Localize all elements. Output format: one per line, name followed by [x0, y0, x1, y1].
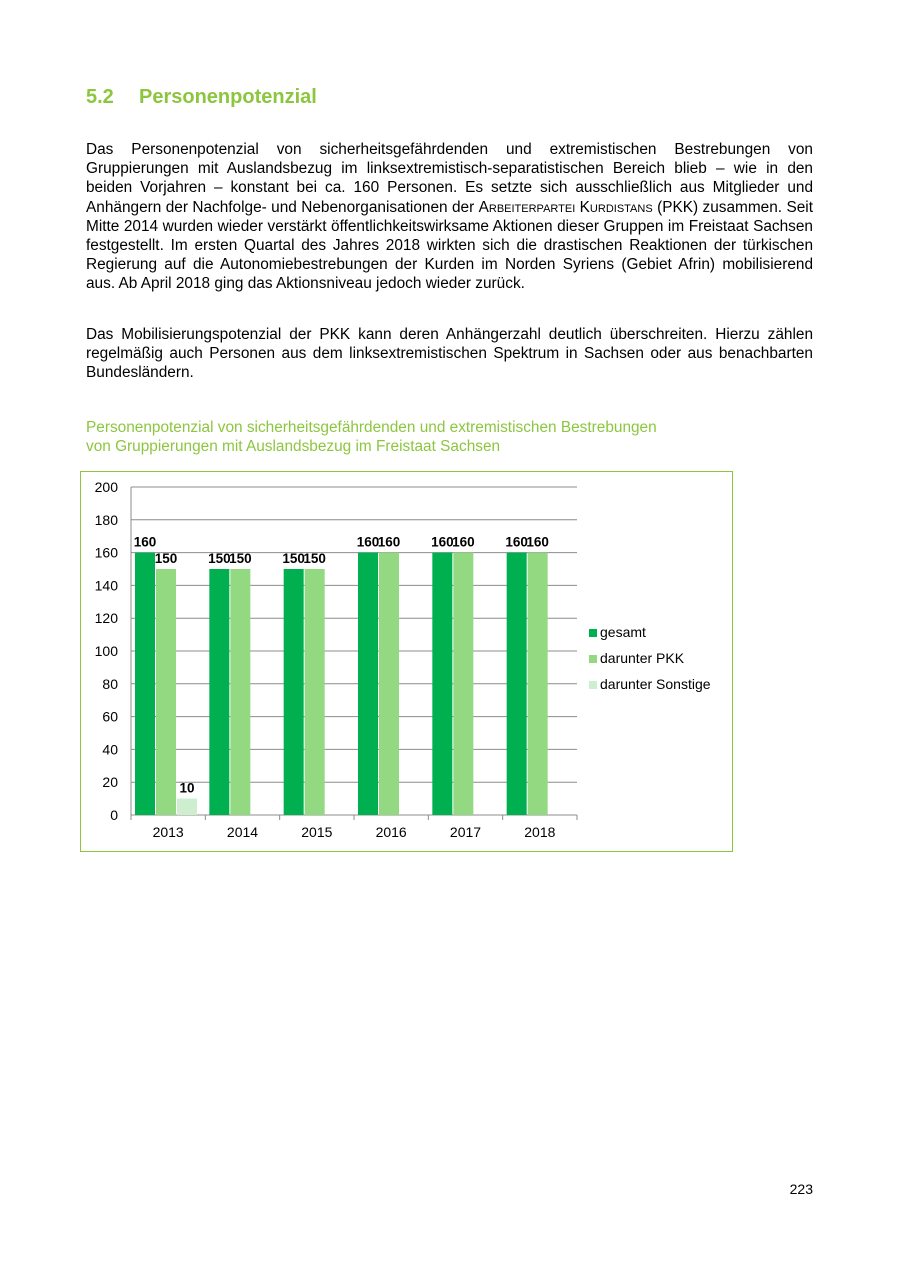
- bar-gesamt-2015: [284, 569, 304, 815]
- chart-frame: [80, 471, 733, 852]
- y-tick-label: 0: [110, 807, 118, 823]
- chart-caption: [86, 418, 657, 456]
- y-tick-label: 180: [94, 511, 118, 528]
- bar-gesamt-2018: [507, 553, 527, 815]
- bar-darunter-PKK-2018: [528, 553, 548, 815]
- paragraph-1-text-b: (PKK) zusammen. Seit Mitte 2014 wurden wieder verstärkt öffentlichkeitswirksame Aktionen dieser Gruppen im Freistaat Sachsen festgestellt. Im ersten Quartal des Jahres 2018 wirkten sich die drastischen Reaktionen der türkischen Regierung auf die Autonomiebestrebungen der Kurden im Norden Syriens (Gebiet Afrin) mobilisierend aus. Ab April 2018 ging das Aktionsniveau jedoch wieder zurück.: [86, 198, 813, 293]
- legend-swatch-gesamt: [589, 629, 597, 637]
- section-heading: [86, 86, 317, 109]
- data-label: 160: [526, 534, 549, 550]
- x-tick-label-2015: 2015: [301, 824, 333, 840]
- y-tick-label: 20: [102, 774, 118, 791]
- section-title: Personenpotenzial: [139, 86, 317, 108]
- section-number: 5.2: [86, 86, 114, 108]
- bar-gesamt-2013: [135, 553, 155, 815]
- bar-darunter-PKK-2013: [156, 569, 176, 815]
- data-label: 10: [179, 780, 195, 796]
- chart-caption-line-1: Personenpotenzial von sicherheitsgefährdenden und extremistischen Bestrebungen: [86, 419, 657, 436]
- legend-label-darunter-PKK: darunter PKK: [600, 650, 685, 666]
- paragraph-1-text-a: Das Personenpotenzial von sicherheitsgefährdenden und extremistischen Bestrebungen von Gruppierungen mit Auslandsbezug im linksextremistisch-separatistischen Bereich blieb – wie in den beiden Vorjahren – konstant bei ca. 160 Personen. Es setzte sich ausschließlich aus Mitglieder und Anhängern der Nachfolge- und Nebenorganisationen der: [86, 141, 813, 216]
- bar-darunter-PKK-2017: [453, 553, 473, 815]
- data-label: 150: [229, 551, 252, 566]
- page-number: 223: [789, 1181, 813, 1197]
- x-tick-label-2014: 2014: [226, 824, 259, 840]
- data-label: 150: [208, 551, 231, 566]
- body-paragraph-1: [86, 140, 813, 294]
- organization-name: Arbeiterpartei Kurdistans: [478, 198, 653, 216]
- data-label: 160: [133, 534, 157, 550]
- data-label: 150: [154, 551, 178, 566]
- y-tick-label: 100: [94, 643, 118, 659]
- chart-caption-line-2: von Gruppierungen mit Auslandsbezug im Freistaat Sachsen: [86, 438, 501, 455]
- data-label: 160: [431, 534, 454, 550]
- data-label: 150: [303, 551, 326, 566]
- bar-gesamt-2014: [209, 569, 229, 815]
- body-paragraph-2: Das Mobilisierungspotenzial der PKK kann deren Anhängerzahl deutlich überschreiten. Hierzu zählen regelmäßig auch Personen aus dem linksextremistischen Spektrum in Sachsen oder aus benachbarten Bundesländern.: [86, 326, 813, 382]
- x-tick-label-2016: 2016: [375, 824, 407, 840]
- bar-darunter-PKK-2015: [305, 569, 325, 815]
- legend-label-darunter-Sonstige: darunter Sonstige: [600, 676, 711, 692]
- bar-darunter-PKK-2016: [379, 553, 399, 815]
- bar-gesamt-2017: [432, 553, 452, 815]
- x-tick-label-2017: 2017: [449, 824, 482, 840]
- bar-darunter-PKK-2014: [230, 569, 250, 815]
- legend-swatch-darunter-PKK: [589, 655, 597, 663]
- x-tick-label-2013: 2013: [152, 824, 184, 840]
- y-tick-label: 200: [94, 479, 118, 495]
- y-tick-label: 80: [102, 675, 118, 692]
- y-tick-label: 140: [94, 577, 118, 594]
- data-label: 160: [377, 534, 401, 550]
- y-tick-label: 60: [102, 708, 118, 725]
- bar-chart: [81, 472, 734, 853]
- y-tick-label: 120: [94, 610, 118, 627]
- legend-label-gesamt: gesamt: [600, 624, 646, 640]
- y-tick-label: 40: [102, 741, 118, 758]
- data-label: 150: [282, 551, 305, 566]
- legend-swatch-darunter-Sonstige: [589, 681, 597, 689]
- data-label: 160: [356, 534, 380, 550]
- bar-gesamt-2016: [358, 553, 378, 815]
- data-label: 160: [452, 534, 475, 550]
- x-tick-label-2018: 2018: [524, 824, 556, 840]
- y-tick-label: 160: [94, 544, 118, 561]
- data-label: 160: [505, 534, 528, 550]
- bar-darunter-Sonstige-2013: [177, 799, 197, 815]
